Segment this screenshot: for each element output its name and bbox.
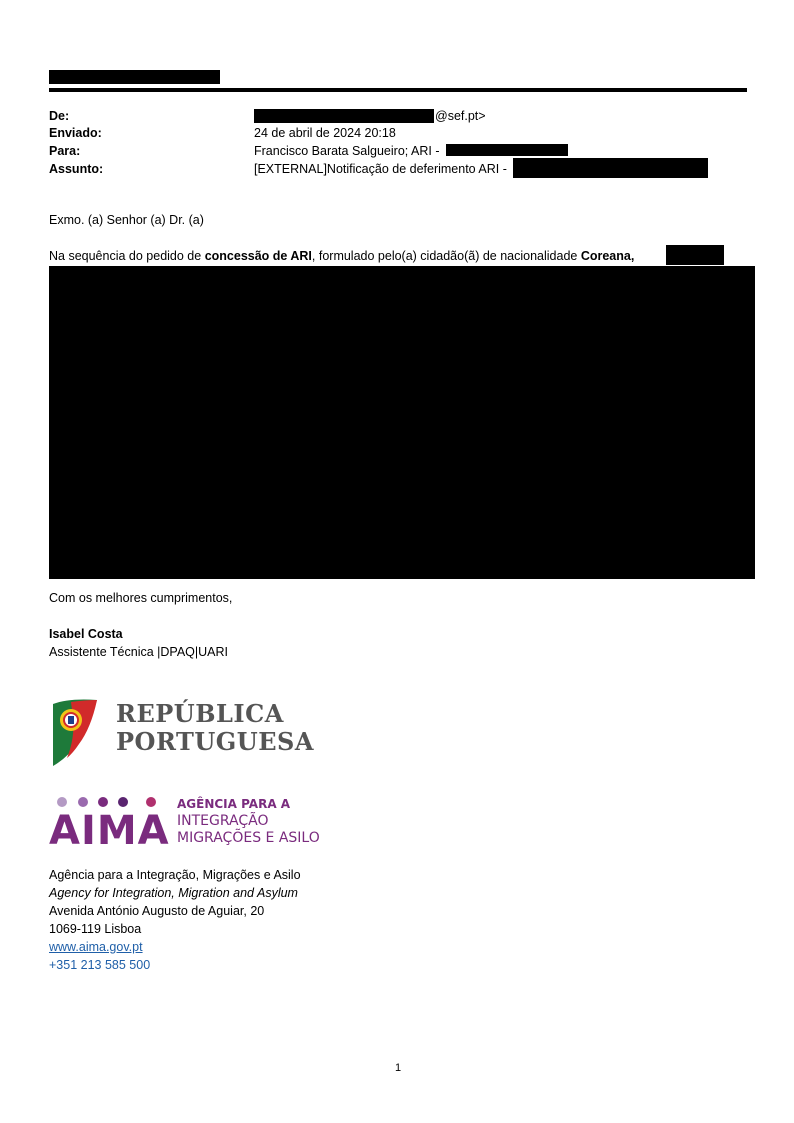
intro-paragraph — [49, 249, 634, 263]
subject-value: [EXTERNAL]Notificação de deferimento ARI - — [254, 162, 507, 176]
from-label: De: — [49, 109, 70, 123]
signature-name: Isabel Costa — [49, 627, 123, 641]
closing: Com os melhores cumprimentos, — [49, 591, 233, 605]
republica-portuguesa-wordmark — [116, 700, 314, 756]
address-line1: Avenida António Augusto de Aguiar, 20 — [49, 904, 265, 918]
republica-line1: REPÚBLICA — [116, 699, 284, 728]
intro-text-2: , formulado pelo(a) cidadão(ã) de nacionalidade — [311, 249, 581, 263]
redacted-to-address — [446, 144, 568, 156]
address-line2: 1069-119 Lisboa — [49, 922, 142, 936]
org-name-pt: Agência para a Integração, Migrações e Asilo — [49, 868, 301, 882]
intro-bold-nationality: Coreana, — [580, 249, 635, 263]
redacted-body-block — [49, 266, 755, 579]
aima-dot-4 — [118, 797, 128, 807]
aima-desc-line2: INTEGRAÇÃO — [177, 813, 269, 829]
aima-descriptor — [177, 796, 320, 847]
aima-dot-2 — [78, 797, 88, 807]
redacted-sender-name — [49, 70, 220, 84]
phone-number[interactable]: +351 213 585 500 — [49, 958, 151, 972]
org-name-en: Agency for Integration, Migration and Asylum — [49, 886, 298, 900]
subject-label: Assunto: — [49, 162, 104, 176]
aima-dot-5 — [146, 797, 156, 807]
intro-bold-ari: concessão de ARI — [204, 249, 312, 263]
aima-desc-line3: MIGRAÇÕES E ASILO — [177, 830, 320, 846]
sent-value: 24 de abril de 2024 20:18 — [254, 126, 396, 140]
to-value: Francisco Barata Salgueiro; ARI - — [254, 144, 440, 158]
page-number: 1 — [395, 1062, 402, 1074]
aima-wordmark: AIMA — [49, 808, 170, 854]
to-label: Para: — [49, 144, 81, 158]
signature-role: Assistente Técnica |DPAQ|UARI — [49, 645, 229, 659]
website-link[interactable]: www.aima.gov.pt — [49, 940, 143, 954]
header-divider — [49, 88, 747, 92]
sent-label: Enviado: — [49, 126, 102, 140]
redacted-from-address — [254, 109, 434, 123]
republica-portuguesa-emblem — [49, 698, 99, 768]
aima-dot-3 — [98, 797, 108, 807]
aima-dot-1 — [57, 797, 67, 807]
redacted-applicant-name — [666, 245, 724, 265]
aima-desc-line1: AGÊNCIA PARA A — [177, 797, 291, 811]
from-value: @sef.pt> — [435, 109, 486, 123]
republica-line2: PORTUGUESA — [116, 727, 314, 756]
greeting: Exmo. (a) Senhor (a) Dr. (a) — [49, 213, 204, 227]
redacted-subject — [513, 158, 708, 178]
intro-text-1: Na sequência do pedido de — [49, 249, 205, 263]
